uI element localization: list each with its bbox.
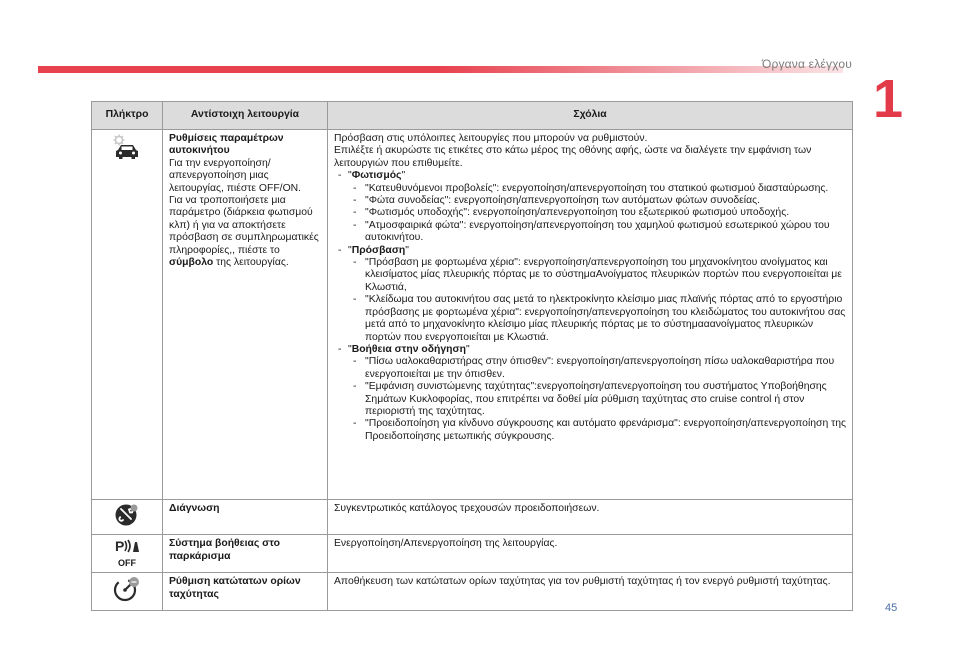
table-row (92, 573, 853, 611)
list-item: - "Πρόσβαση με φορτωμένα χέρια": ενεργοποίηση/απενεργοποίηση του μηχανοκίνητου ανοίγματος και κλεισίματος μίας πλευρικής πόρτας με το σύστημαΑνοίγματος πλευρικών πορτών που ενεργοποιείται με Κλωστιά, (353, 257, 842, 293)
function-text (169, 195, 321, 269)
comment-text: Ενεργοποίηση/Απενεργοποίηση της λειτουργίας. (334, 538, 558, 550)
function-text-part: Για να τροποποιήσετε μια παράμετρο (διάρκεια φωτισμού κλπ) ή για να αποκτήσετε πρόσβαση σε συμπληρωματικές πληροφορίες,, πιέστε το (169, 195, 319, 256)
svg-text:P: P (115, 538, 125, 555)
comment-text: Επιλέξτε ή ακυρώστε τις ετικέτες στο κάτω μέρος της οθόνης αφής, ώστε να διαλέγετε την εμφάνιση των λειτουργιών που επιθυμείτε. (334, 145, 812, 169)
symbol-label: σύμβολο (169, 257, 214, 269)
diagnosis-icon (114, 503, 140, 527)
list-item: - "Κατευθυνόμενοι προβολείς": ενεργοποίηση/απενεργοποίηση του στατικού φωτισμού διασταύρωσης. (353, 182, 829, 194)
function-title: Ρυθμίσεις παραμέτρων αυτοκινήτου (169, 133, 284, 157)
header-comments: Σχόλια (328, 102, 853, 130)
function-text: Για την ενεργοποίηση/απενεργοποίηση μιας λειτουργίας, πιέστε OFF/ON. (169, 157, 302, 194)
function-cell (163, 535, 328, 573)
list-item: - "Φώτα συνοδείας": ενεργοποίηση/απενεργοποίηση των αυτόματων φώτων συνοδείας. (353, 195, 760, 207)
park-assist-icon (113, 538, 141, 554)
function-cell (163, 500, 328, 535)
key-cell (92, 535, 163, 573)
comment-cell (328, 130, 853, 500)
off-label: OFF (118, 557, 136, 568)
chapter-number: 1 (873, 69, 904, 129)
list-item-text: "Κλείδωμα του αυτοκινήτου σας μετά το ηλεκτροκίνητο κλείσιμο μιας πλαϊνής πόρτας από το εργοστήριο πρόσβασης με φορτωμένα χέρια": ενεργοποίηση/απενεργοποίηση του κλειδώματος του αυτοκινήτου σας μετά από το μηχανοκίνητο κλείσιμο μίας πλευρικής πόρτας με το σύστημααανοίγματος πλευρικών πορτών που ενεργοποιείται με Κλωστιά. (365, 294, 846, 343)
list-item-text: "Φωτισμός υποδοχής": ενεργοποίηση/απενεργοποίηση του εξωτερικού φωτισμού υποδοχής. (365, 207, 790, 219)
function-title: Διάγνωση (169, 503, 220, 514)
list-item: - "Κλείδωμα του αυτοκινήτου σας μετά το ηλεκτροκίνητο κλείσιμο μιας πλαϊνής πόρτας από το εργοστήριο πρόσβασης με φορτωμένα χέρια": ενεργοποίηση/απενεργοποίηση του κλειδώματος του αυτοκινήτου σας μετά από το μηχανοκίνητο κλείσιμο μίας πλευρικής πόρτας με το σύστημααανοίγματος πλευρικών πορτών που ενεργοποιείται με Κλωστιά. (353, 294, 846, 343)
header-function: Αντίστοιχη λειτουργία (163, 102, 328, 130)
list-item: - "Ατμοσφαιρικά φώτα": ενεργοποίηση/απενεργοποίηση του χαμηλού φωτισμού εσωτερικού χώρου του αυτοκινήτου. (353, 219, 830, 244)
table-row (92, 500, 853, 535)
comment-text: Συγκεντρωτικός κατάλογος τρεχουσών προειδοποιήσεων. (334, 503, 600, 514)
comment-cell (328, 500, 853, 535)
list-item-text: "Προειδοποίηση για κίνδυνο σύγκρουσης και αυτόματο φρενάρισμα": ενεργοποίηση/απενεργοποίηση της Προειδοποίησης μετωπικής σύγκρουσης. (365, 418, 846, 442)
car-settings-icon (112, 133, 142, 163)
list-item-text: "Κατευθυνόμενοι προβολείς": ενεργοποίηση/απενεργοποίηση του στατικού φωτισμού διασταύρωσης. (365, 182, 829, 194)
list-item: - "Προειδοποίηση για κίνδυνο σύγκρουσης και αυτόματο φρενάρισμα": ενεργοποίηση/απενεργοποίηση της Προειδοποίησης μετωπικής σύγκρουσης. (353, 418, 846, 442)
page-number: 45 (885, 602, 898, 614)
function-cell (163, 130, 328, 500)
table-header-row (92, 102, 853, 130)
controls-table (91, 101, 853, 611)
comment-cell (328, 573, 853, 611)
speed-memory-icon (113, 576, 141, 602)
function-title: Ρύθμιση κατώτατων ορίων ταχύτητας (169, 576, 301, 600)
list-item-text: "Ατμοσφαιρικά φώτα": ενεργοποίηση/απενεργοποίηση του χαμηλού φωτισμού εσωτερικού χώρου του αυτοκινήτου. (365, 219, 830, 244)
list-item-text: "Φώτα συνοδείας": ενεργοποίηση/απενεργοποίηση των αυτόματων φώτων συνοδείας. (365, 195, 760, 207)
section-title: Όργανα ελέγχου (761, 57, 852, 71)
group-title: - "Φωτισμός" (338, 170, 406, 182)
list-item-text: "Πίσω υαλοκαθαριστήρας στην όπισθεν": ενεργοποίηση/απενεργοποίηση πίσω υαλοκαθαριστήρα που ενεργοποιείται με την όπισθεν. (365, 356, 835, 380)
function-cell (163, 573, 328, 611)
group-title-text: Πρόσβαση (351, 244, 406, 256)
group-title-text: Φωτισμός (351, 170, 402, 182)
table-row (92, 130, 853, 500)
list-item: - "Εμφάνιση συνιστώμενης ταχύτητας":ενεργοποίηση/απενεργοποίηση του συστήματος Υποβοήθησης Σημάτων Κυκλοφορίας, που επιτρέπει να δοθεί μία ρύθμιση ταχύτητας στο cruise control ή στον περιοριστή της ταχύτητας. (353, 381, 827, 417)
function-title: Σύστημα βοήθειας στο παρκάρισμα (169, 538, 280, 562)
key-cell (92, 130, 163, 500)
key-cell (92, 573, 163, 611)
header-accent-bar (38, 66, 843, 73)
list-item-text: "Εμφάνιση συνιστώμενης ταχύτητας":ενεργοποίηση/απενεργοποίηση του συστήματος Υποβοήθησης Σημάτων Κυκλοφορίας, που επιτρέπει να δοθεί μία ρύθμιση ταχύτητας στο cruise control ή στον περιοριστή της ταχύτητας. (365, 381, 827, 417)
group-title: - "Πρόσβαση" (338, 244, 409, 256)
comment-text: Αποθήκευση των κατώτατων ορίων ταχύτητας για τον ρυθμιστή ταχύτητας ή τον ενεργό ρυθμιστή ταχύτητας. (334, 576, 831, 588)
list-item-text: "Πρόσβαση με φορτωμένα χέρια": ενεργοποίηση/απενεργοποίηση του μηχανοκίνητου ανοίγματος και κλεισίματος μίας πλευρικής πόρτας με το σύστημαΑνοίγματος πλευρικών πορτών που ενεργοποιείται με Κλωστιά, (365, 257, 842, 293)
function-text-part: της λειτουργίας. (213, 257, 289, 269)
table-row (92, 535, 853, 573)
group-title: - "Βοήθεια στην οδήγηση" (338, 343, 470, 355)
comment-text: Πρόσβαση στις υπόλοιπες λειτουργίες που μπορούν να ρυθμιστούν. (334, 133, 648, 144)
group-title-text: Βοήθεια στην οδήγηση (351, 343, 466, 355)
list-item: - "Φωτισμός υποδοχής": ενεργοποίηση/απενεργοποίηση του εξωτερικού φωτισμού υποδοχής. (353, 207, 790, 219)
header-key: Πλήκτρο (92, 102, 163, 130)
list-item: - "Πίσω υαλοκαθαριστήρας στην όπισθεν": ενεργοποίηση/απενεργοποίηση πίσω υαλοκαθαριστήρα που ενεργοποιείται με την όπισθεν. (353, 356, 835, 380)
comment-cell (328, 535, 853, 573)
key-cell (92, 500, 163, 535)
